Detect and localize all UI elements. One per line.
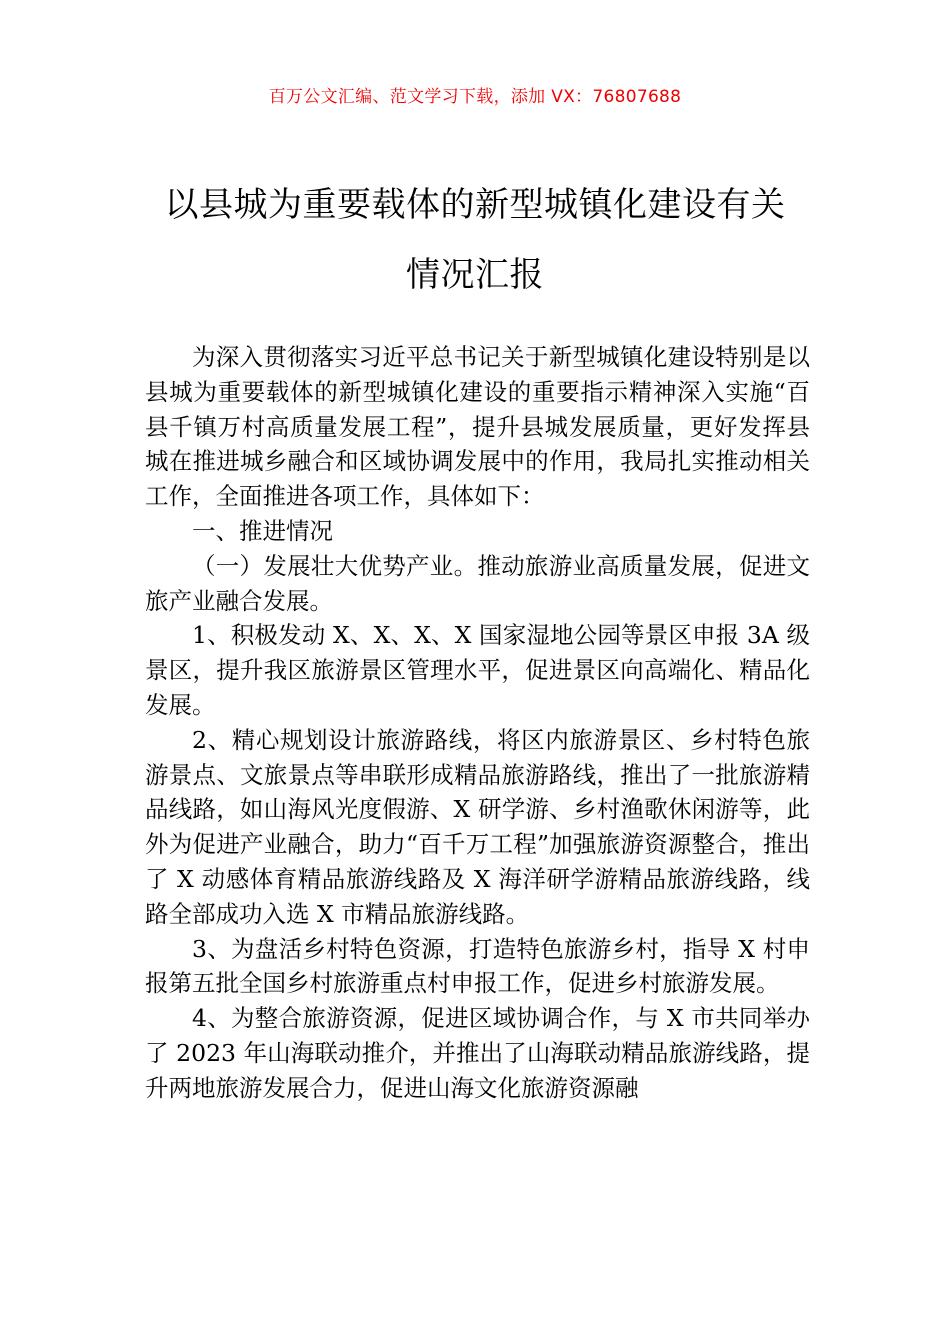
item-paragraph-2: 2、精心规划设计旅游路线，将区内旅游景区、乡村特色旅游景点、文旅景点等串联形成精品旅游路线，推出了一批旅游精品线路，如山海风光度假游、X 研学游、乡村渔歌休闲游等，此外为促进产业融合，助力“百千万工程”加强旅游资源整合，推出了 X 动感体育精品旅游线路及 X 海洋研学游精品旅游线路，线路全部成功入选 X 市精品旅游线路。 xyxy=(145,725,810,928)
subsection-heading: （一）发展壮大优势产业。推动旅游业高质量发展，促进文旅产业融合发展。 xyxy=(145,551,810,615)
item-paragraph-3: 3、为盘活乡村特色资源，打造特色旅游乡村，指导 X 村申报第五批全国乡村旅游重点村申报工作，促进乡村旅游发展。 xyxy=(145,934,810,998)
item-paragraph-4: 4、为整合旅游资源，促进区域协调合作，与 X 市共同举办了 2023 年山海联动推介，并推出了山海联动精品旅游线路，提升两地旅游发展合力，促进山海文化旅游资源融 xyxy=(145,1004,810,1102)
section-heading: 一、推进情况 xyxy=(192,516,333,545)
intro-paragraph: 为深入贯彻落实习近平总书记关于新型城镇化建设特别是以县城为重要载体的新型城镇化建设的重要指示精神深入实施“百县千镇万村高质量发展工程”，提升县城发展质量，更好发挥县城在推进城乡融合和区域协调发展中的作用，我局扎实推动相关工作，全面推进各项工作，具体如下： xyxy=(145,343,810,511)
document-title xyxy=(120,170,830,310)
document-body xyxy=(145,340,810,1106)
title-line-2: 情况汇报 xyxy=(406,255,544,295)
title-line-1: 以县城为重要载体的新型城镇化建设有关 xyxy=(164,185,786,225)
download-banner: 百万公文汇编、范文学习下载，添加 VX：76807688 xyxy=(268,87,682,107)
item-paragraph-1: 1、积极发动 X、X、X、X 国家湿地公园等景区申报 3A 级景区，提升我区旅游景区管理水平，促进景区向高端化、精品化发展。 xyxy=(145,621,810,719)
